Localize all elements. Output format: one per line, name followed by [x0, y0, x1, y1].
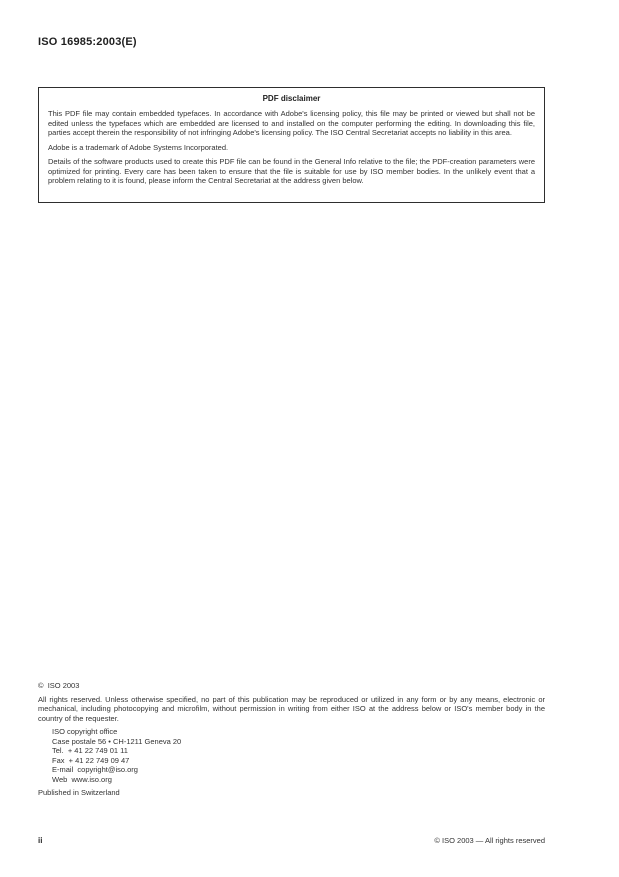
pdf-disclaimer-box	[38, 87, 545, 203]
disclaimer-paragraph-3: Details of the software products used to create this PDF file can be found in the General Info relative to the file; the PDF-creation parameters were optimized for printing. Every care has been taken to ensure that the file is suitable for use by ISO member bodies. In the unlikely event that a problem relating to it is found, please inform the Central Secretariat at the address given below.	[48, 157, 535, 185]
rights-statement: All rights reserved. Unless otherwise specified, no part of this publication may be reproduced or utilized in any form or by any means, electronic or mechanical, including photocopying and microfilm, without permission in writing from either ISO at the address below or ISO's member body in the country of the requester.	[38, 694, 545, 723]
address-line-web: Web www.iso.org	[52, 774, 112, 784]
address-block	[52, 727, 545, 784]
page-footer	[38, 836, 545, 845]
disclaimer-paragraph-2: Adobe is a trademark of Adobe Systems Incorporated.	[48, 142, 229, 152]
copyright-notice: © ISO 2003	[38, 681, 80, 690]
disclaimer-title: PDF disclaimer	[262, 94, 321, 103]
copyright-block	[38, 681, 545, 798]
footer-copyright: © ISO 2003 — All rights reserved	[434, 836, 545, 845]
published-line: Published in Switzerland	[38, 788, 120, 797]
address-line-postal: Case postale 56 • CH-1211 Geneva 20	[52, 736, 182, 746]
disclaimer-paragraph-1: This PDF file may contain embedded typefaces. In accordance with Adobe's licensing policy, this file may be printed or viewed but shall not be edited unless the typefaces which are embedded are licensed to and installed on the computer performing the editing. In downloading this file, parties accept therein the responsibility of not infringing Adobe's licensing policy. The ISO Central Secretariat accepts no liability in this area.	[48, 109, 535, 137]
address-line-tel: Tel. + 41 22 749 01 11	[52, 746, 128, 755]
address-line-fax: Fax + 41 22 749 09 47	[52, 755, 130, 765]
address-line-email: E-mail copyright@iso.org	[52, 765, 138, 774]
page-title: ISO 16985:2003(E)	[38, 36, 137, 48]
page-number: ii	[38, 836, 43, 845]
address-line-office: ISO copyright office	[52, 727, 118, 736]
